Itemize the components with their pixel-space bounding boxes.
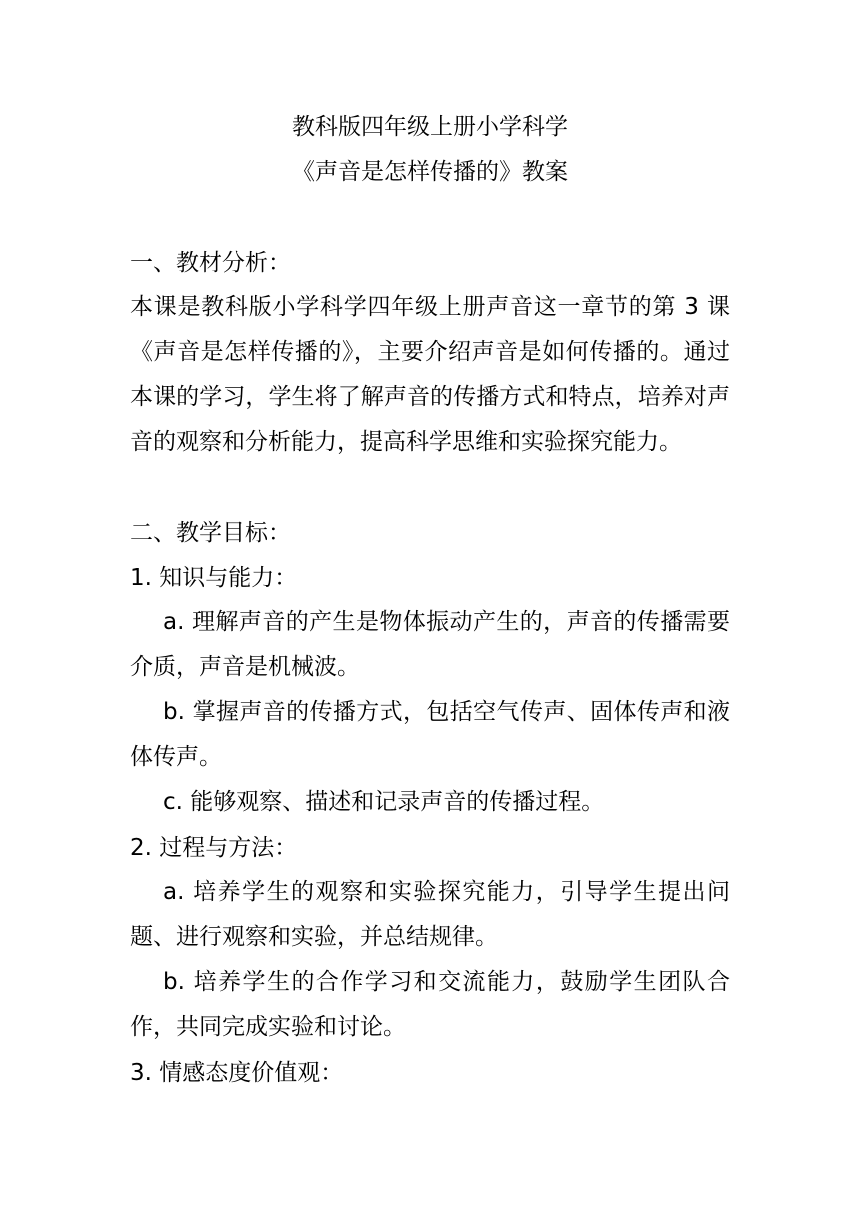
objective-1b: b. 掌握声音的传播方式，包括空气传声、固体传声和液体传声。 bbox=[130, 699, 730, 770]
section1-body: 本课是教科版小学科学四年级上册声音这一章节的第 3 课《声音是怎样传播的》，主要介绍声音是如何传播的。通过本课的学习，学生将了解声音的传播方式和特点，培养对声音的观察和分析能力，提高科学思维和实验探究能力。 bbox=[130, 294, 730, 455]
document-title-line2: 《声音是怎样传播的》教案 bbox=[292, 159, 568, 185]
objective-2b: b. 培养学生的合作学习和交流能力，鼓励学生团队合作，共同完成实验和讨论。 bbox=[130, 969, 730, 1040]
document-title-line1: 教科版四年级上册小学科学 bbox=[292, 114, 568, 140]
objective-1-label: 1. 知识与能力： bbox=[130, 565, 298, 591]
section1-heading: 一、教材分析： bbox=[130, 250, 291, 276]
objective-1a: a. 理解声音的产生是物体振动产生的，声音的传播需要介质，声音是机械波。 bbox=[130, 609, 730, 680]
objective-2-label: 2. 过程与方法： bbox=[130, 835, 298, 861]
objective-3-label: 3. 情感态度价值观： bbox=[130, 1060, 344, 1086]
objective-2a: a. 培养学生的观察和实验探究能力，引导学生提出问题、进行观察和实验，并总结规律。 bbox=[130, 879, 730, 950]
objective-1c: c. 能够观察、描述和记录声音的传播过程。 bbox=[163, 789, 605, 815]
section2-heading: 二、教学目标： bbox=[130, 520, 291, 546]
